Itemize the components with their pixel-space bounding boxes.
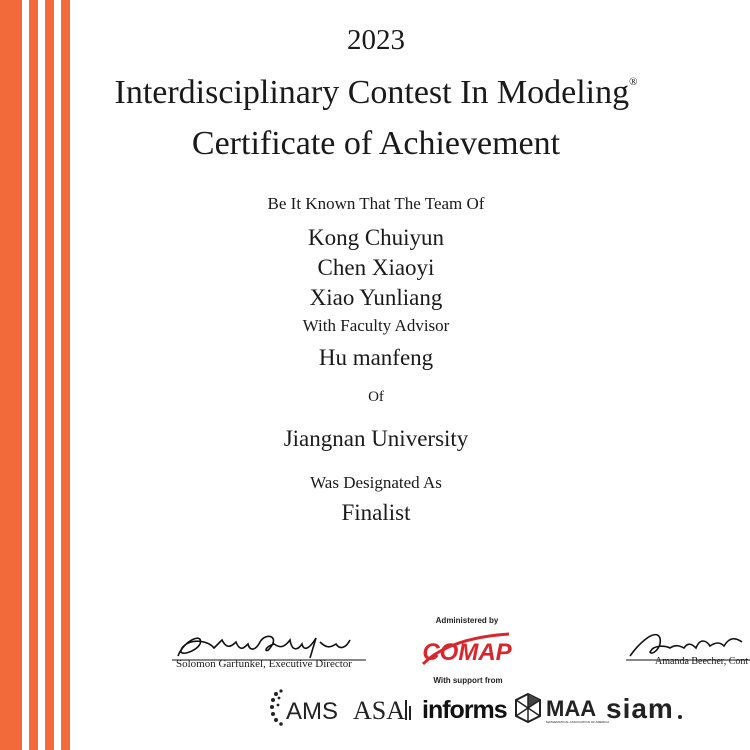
certificate-year: 2023 <box>347 24 405 56</box>
siam-logo <box>604 688 686 728</box>
registered-mark: ® <box>629 76 638 88</box>
administered-by-label: Administered by <box>435 616 499 625</box>
maa-wordmark: MAA <box>546 696 597 721</box>
team-member: Xiao Yunliang <box>309 285 443 310</box>
team-member: Kong Chuiyun <box>307 225 445 250</box>
ams-wordmark: AMS <box>286 698 339 725</box>
support-label: With support from <box>433 676 503 685</box>
advisor-name: Hu manfeng <box>318 345 434 370</box>
award-designation: Finalist <box>341 500 411 525</box>
informs-wordmark: informs <box>422 696 507 724</box>
stripe-thin <box>61 0 70 750</box>
certificate-subtitle: Certificate of Achievement <box>191 125 561 162</box>
comap-logo <box>419 628 515 670</box>
contest-director-signature <box>620 618 750 676</box>
asa-logo <box>353 688 413 728</box>
stripe-wide <box>0 0 22 750</box>
stripe-thin <box>29 0 38 750</box>
informs-logo <box>420 688 507 728</box>
ams-logo <box>268 688 352 728</box>
siam-wordmark: siam <box>606 693 674 724</box>
contest-title <box>98 74 654 112</box>
maa-logo <box>512 688 610 728</box>
team-member: Chen Xiaoyi <box>317 255 435 280</box>
comap-wordmark: COMAP <box>422 639 512 666</box>
director-name-title: Solomon Garfunkel, Executive Director <box>176 658 352 670</box>
designation-label: Was Designated As <box>310 473 442 492</box>
intro-line: Be It Known That The Team Of <box>267 194 485 213</box>
maa-subtitle: MATHEMATICAL ASSOCIATION OF AMERICA <box>546 720 610 724</box>
institution-name: Jiangnan University <box>283 426 469 451</box>
asa-wordmark: ASA <box>353 696 406 725</box>
contest-director-name: Amanda Beecher, Cont <box>655 656 749 667</box>
of-label: Of <box>368 389 384 405</box>
stripe-thin <box>45 0 54 750</box>
advisor-label: With Faculty Advisor <box>302 316 450 335</box>
contest-name: Interdisciplinary Contest In Modeling <box>114 74 630 111</box>
